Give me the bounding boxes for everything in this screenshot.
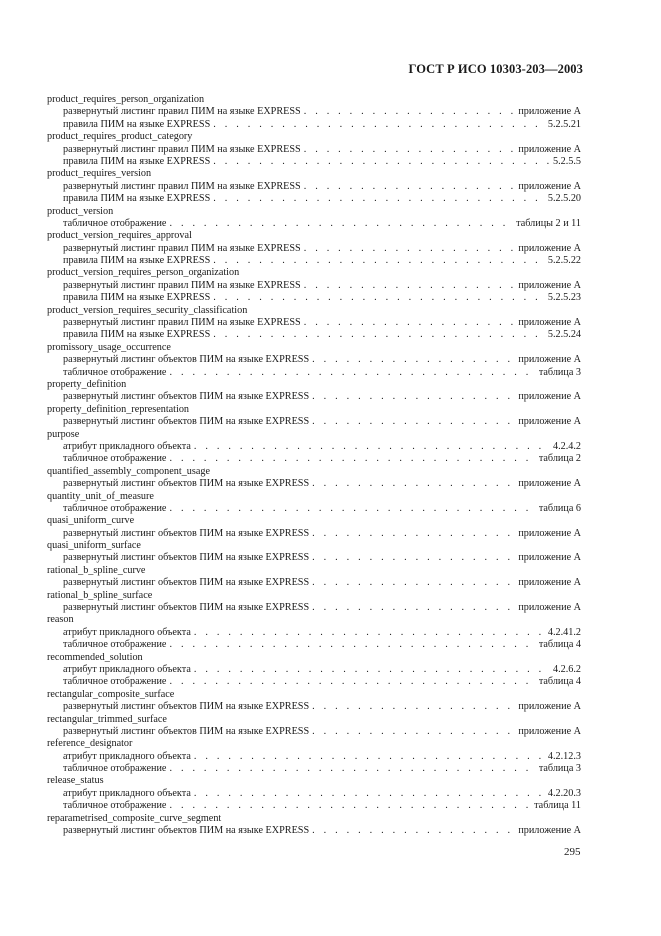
dot-leader	[194, 627, 545, 639]
dot-leader	[304, 181, 516, 193]
subentry-label: развернутый листинг объектов ПИМ на языке EXPRESS	[63, 416, 310, 428]
index-term: rational_b_spline_surface	[47, 589, 153, 601]
subentry-reference: приложение А	[518, 416, 581, 428]
index-subentry	[47, 144, 581, 156]
dot-leader	[312, 354, 515, 366]
subentry-reference: таблица 4	[538, 639, 581, 651]
dot-leader	[213, 193, 545, 205]
index-subentry	[47, 751, 581, 763]
index-term: property_definition	[47, 378, 127, 390]
subentry-label: развернутый листинг объектов ПИМ на языке EXPRESS	[63, 577, 310, 589]
dot-leader	[213, 292, 545, 304]
subentry-label: развернутый листинг правил ПИМ на языке EXPRESS	[63, 279, 301, 291]
index-term: rectangular_composite_surface	[47, 688, 175, 700]
index-term: purpose	[47, 428, 80, 440]
subentry-reference: приложение А	[518, 602, 581, 614]
index-list	[47, 94, 581, 837]
subentry-label: табличное отображение	[63, 366, 167, 378]
index-subentry	[47, 317, 581, 329]
subentry-label: развернутый листинг объектов ПИМ на языке EXPRESS	[63, 354, 310, 366]
index-term: product_requires_product_category	[47, 131, 193, 143]
subentry-reference: 4.2.4.2	[552, 440, 581, 452]
dot-leader	[194, 788, 545, 800]
subentry-label: развернутый листинг правил ПИМ на языке EXPRESS	[63, 180, 301, 192]
index-term: property_definition_representation	[47, 403, 190, 415]
index-subentry	[47, 181, 581, 193]
subentry-label: табличное отображение	[63, 800, 167, 812]
index-subentry	[47, 106, 581, 118]
index-subentry	[47, 367, 581, 379]
subentry-label: атрибут прикладного объекта	[63, 787, 191, 799]
index-subentry	[47, 292, 581, 304]
subentry-label: табличное отображение	[63, 639, 167, 651]
dot-leader	[194, 664, 550, 676]
dot-leader	[194, 441, 550, 453]
subentry-reference: таблицы 2 и 11	[516, 217, 581, 229]
index-term: quasi_uniform_surface	[47, 540, 141, 552]
subentry-label: развернутый листинг объектов ПИМ на языке EXPRESS	[63, 527, 310, 539]
subentry-label: табличное отображение	[63, 676, 167, 688]
index-subentry	[47, 788, 581, 800]
subentry-reference: 5.2.5.20	[547, 193, 581, 205]
index-term: rectangular_trimmed_surface	[47, 713, 167, 725]
subentry-reference: приложение А	[518, 279, 581, 291]
dot-leader	[312, 825, 515, 837]
subentry-reference: приложение А	[518, 527, 581, 539]
subentry-label: атрибут прикладного объекта	[63, 663, 191, 675]
subentry-label: атрибут прикладного объекта	[63, 626, 191, 638]
subentry-reference: таблица 4	[538, 676, 581, 688]
subentry-reference: 4.2.41.2	[547, 626, 581, 638]
subentry-label: развернутый листинг объектов ПИМ на языке EXPRESS	[63, 602, 310, 614]
subentry-reference: 5.2.5.22	[547, 255, 581, 267]
dot-leader	[169, 453, 535, 465]
dot-leader	[304, 243, 516, 255]
subentry-label: правила ПИМ на языке EXPRESS	[63, 193, 211, 205]
index-subentry	[47, 156, 581, 168]
index-term: reparametrised_composite_curve_segment	[47, 812, 222, 824]
index-subentry	[47, 441, 581, 453]
index-subentry	[47, 193, 581, 205]
subentry-label: правила ПИМ на языке EXPRESS	[63, 118, 211, 130]
dot-leader	[194, 751, 545, 763]
dot-leader	[213, 119, 545, 131]
subentry-reference: приложение А	[518, 143, 581, 155]
index-term: promissory_usage_occurrence	[47, 341, 171, 353]
index-term: reason	[47, 614, 74, 626]
index-subentry	[47, 701, 581, 713]
subentry-label: табличное отображение	[63, 763, 167, 775]
index-term: quantified_assembly_component_usage	[47, 465, 210, 477]
dot-leader	[312, 528, 515, 540]
dot-leader	[312, 602, 515, 614]
subentry-label: развернутый листинг объектов ПИМ на языке EXPRESS	[63, 725, 310, 737]
subentry-reference: таблица 3	[538, 366, 581, 378]
subentry-label: развернутый листинг правил ПИМ на языке EXPRESS	[63, 242, 301, 254]
dot-leader	[312, 701, 515, 713]
dot-leader	[304, 317, 516, 329]
index-subentry	[47, 602, 581, 614]
index-subentry	[47, 503, 581, 515]
dot-leader	[312, 416, 515, 428]
dot-leader	[169, 503, 535, 515]
index-subentry	[47, 243, 581, 255]
index-term: quasi_uniform_curve	[47, 515, 135, 527]
dot-leader	[169, 639, 535, 651]
subentry-label: развернутый листинг объектов ПИМ на языке EXPRESS	[63, 552, 310, 564]
index-term: quantity_unit_of_measure	[47, 490, 154, 502]
index-subentry	[47, 354, 581, 366]
index-subentry	[47, 218, 581, 230]
index-subentry	[47, 676, 581, 688]
subentry-reference: приложение А	[518, 478, 581, 490]
subentry-label: табличное отображение	[63, 502, 167, 514]
subentry-reference: приложение А	[518, 701, 581, 713]
index-subentry	[47, 577, 581, 589]
document-header: ГОСТ Р ИСО 10303-203—2003	[408, 62, 583, 76]
index-subentry	[47, 627, 581, 639]
dot-leader	[312, 726, 515, 738]
subentry-label: развернутый листинг объектов ПИМ на языке EXPRESS	[63, 825, 310, 837]
dot-leader	[169, 367, 535, 379]
subentry-reference: приложение А	[518, 725, 581, 737]
index-term: product_version	[47, 205, 114, 217]
index-subentry	[47, 528, 581, 540]
subentry-reference: 5.2.5.23	[547, 292, 581, 304]
index-subentry	[47, 763, 581, 775]
index-term: product_version_requires_security_classification	[47, 304, 248, 316]
subentry-reference: 4.2.12.3	[547, 750, 581, 762]
subentry-reference: приложение А	[518, 825, 581, 837]
dot-leader	[169, 218, 513, 230]
subentry-reference: таблица 11	[534, 800, 581, 812]
index-term: recommended_solution	[47, 651, 143, 663]
subentry-label: развернутый листинг правил ПИМ на языке EXPRESS	[63, 143, 301, 155]
subentry-reference: 5.2.5.24	[547, 329, 581, 341]
dot-leader	[304, 144, 516, 156]
index-term: product_requires_version	[47, 168, 152, 180]
subentry-reference: приложение А	[518, 242, 581, 254]
index-subentry	[47, 391, 581, 403]
dot-leader	[312, 478, 515, 490]
subentry-label: развернутый листинг правил ПИМ на языке EXPRESS	[63, 106, 301, 118]
subentry-reference: приложение А	[518, 577, 581, 589]
index-subentry	[47, 478, 581, 490]
subentry-reference: таблица 3	[538, 763, 581, 775]
subentry-reference: приложение А	[518, 391, 581, 403]
subentry-reference: приложение А	[518, 317, 581, 329]
index-term: reference_designator	[47, 738, 133, 750]
subentry-reference: 4.2.20.3	[547, 787, 581, 799]
subentry-label: атрибут прикладного объекта	[63, 440, 191, 452]
index-subentry	[47, 552, 581, 564]
subentry-label: правила ПИМ на языке EXPRESS	[63, 155, 211, 167]
index-subentry	[47, 825, 581, 837]
subentry-label: развернутый листинг объектов ПИМ на языке EXPRESS	[63, 701, 310, 713]
subentry-reference: приложение А	[518, 354, 581, 366]
dot-leader	[304, 280, 516, 292]
index-subentry	[47, 119, 581, 131]
subentry-label: табличное отображение	[63, 453, 167, 465]
subentry-label: правила ПИМ на языке EXPRESS	[63, 292, 211, 304]
index-subentry	[47, 280, 581, 292]
subentry-reference: приложение А	[518, 552, 581, 564]
subentry-label: развернутый листинг объектов ПИМ на языке EXPRESS	[63, 478, 310, 490]
dot-leader	[213, 255, 545, 267]
dot-leader	[304, 106, 516, 118]
subentry-label: правила ПИМ на языке EXPRESS	[63, 329, 211, 341]
index-subentry	[47, 329, 581, 341]
dot-leader	[312, 391, 515, 403]
dot-leader	[213, 156, 550, 168]
subentry-reference: приложение А	[518, 180, 581, 192]
dot-leader	[169, 676, 535, 688]
subentry-reference: таблица 6	[538, 502, 581, 514]
index-term: product_requires_person_organization	[47, 94, 205, 105]
dot-leader	[213, 329, 545, 341]
dot-leader	[169, 800, 531, 812]
subentry-label: табличное отображение	[63, 217, 167, 229]
index-subentry	[47, 453, 581, 465]
index-term: product_version_requires_person_organization	[47, 267, 240, 279]
dot-leader	[169, 763, 535, 775]
subentry-reference: 5.2.5.5	[552, 155, 581, 167]
index-subentry	[47, 800, 581, 812]
index-term: release_status	[47, 775, 104, 787]
index-subentry	[47, 726, 581, 738]
index-subentry	[47, 416, 581, 428]
index-subentry	[47, 664, 581, 676]
index-term: rational_b_spline_curve	[47, 564, 146, 576]
subentry-label: атрибут прикладного объекта	[63, 750, 191, 762]
page-number: 295	[564, 846, 581, 858]
subentry-reference: таблица 2	[538, 453, 581, 465]
subentry-label: развернутый листинг объектов ПИМ на языке EXPRESS	[63, 391, 310, 403]
dot-leader	[312, 577, 515, 589]
subentry-reference: 5.2.5.21	[547, 118, 581, 130]
subentry-reference: 4.2.6.2	[552, 663, 581, 675]
subentry-label: правила ПИМ на языке EXPRESS	[63, 255, 211, 267]
index-term: product_version_requires_approval	[47, 230, 192, 242]
dot-leader	[312, 552, 515, 564]
index-subentry	[47, 639, 581, 651]
subentry-label: развернутый листинг правил ПИМ на языке EXPRESS	[63, 317, 301, 329]
subentry-reference: приложение А	[518, 106, 581, 118]
index-subentry	[47, 255, 581, 267]
